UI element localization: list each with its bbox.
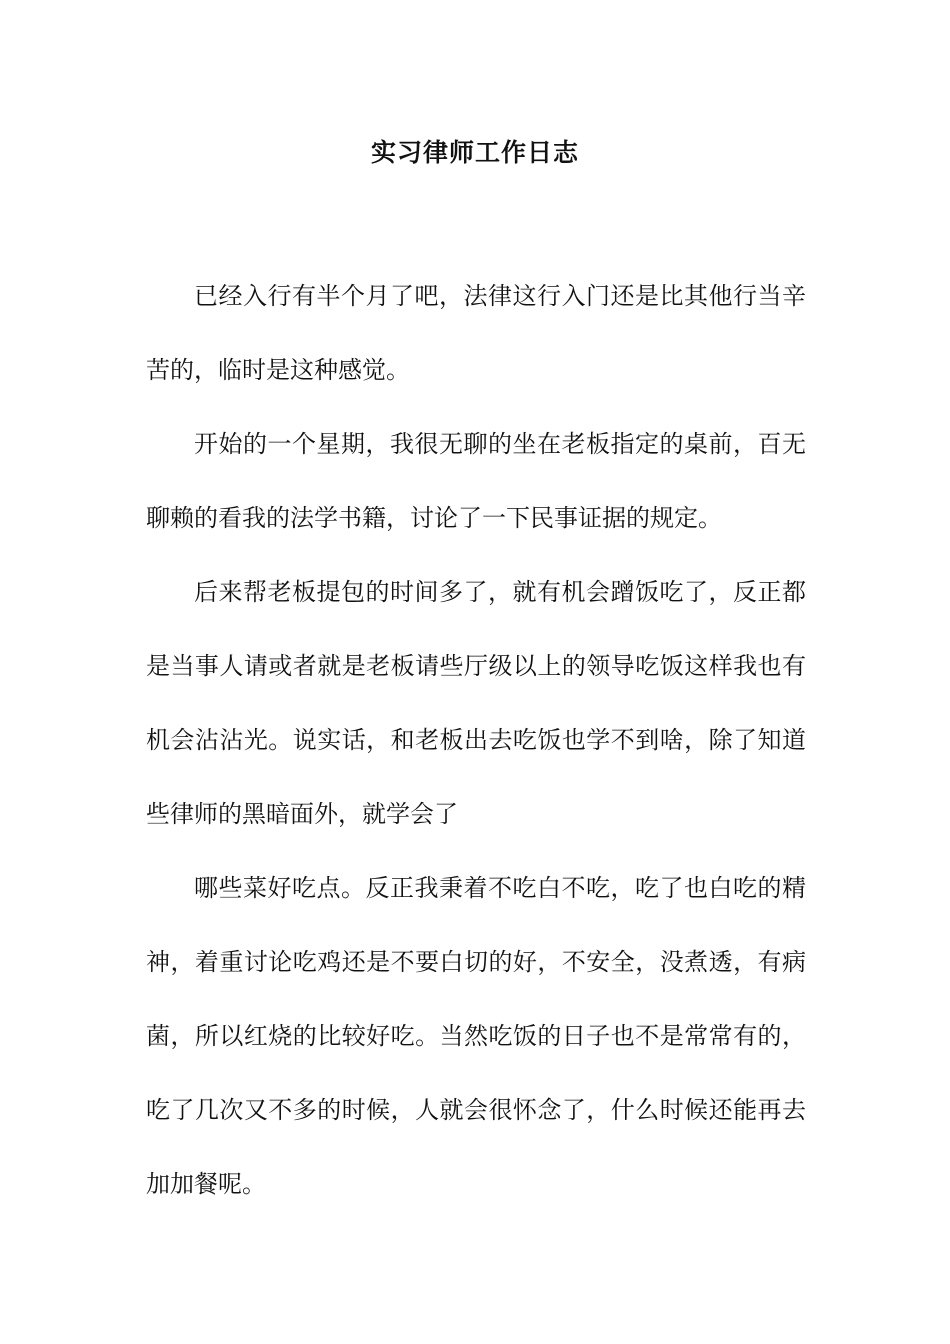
document-body [146, 259, 806, 1221]
paragraph-1: 已经入行有半个月了吧，法律这行入门还是比其他行当辛苦的，临时是这种感觉。 [146, 282, 806, 384]
document-title: 实习律师工作日志 [370, 138, 579, 167]
paragraph-3: 后来帮老板提包的时间多了，就有机会蹭饭吃了，反正都是当事人请或者就是老板请些厅级以上的领导吃饭这样我也有机会沾沾光。说实话，和老板出去吃饭也学不到啥，除了知道些律师的黑暗面外，就学会了 [146, 578, 806, 828]
paragraph-4: 哪些菜好吃点。反正我秉着不吃白不吃，吃了也白吃的精神，着重讨论吃鸡还是不要白切的好，不安全，没煮透，有病菌，所以红烧的比较好吃。当然吃饭的日子也不是常常有的，吃了几次又不多的时候，人就会很怀念了，什么时候还能再去加加餐呢。 [146, 874, 806, 1198]
paragraph-2: 开始的一个星期，我很无聊的坐在老板指定的桌前，百无聊赖的看我的法学书籍，讨论了一下民事证据的规定。 [146, 430, 806, 532]
